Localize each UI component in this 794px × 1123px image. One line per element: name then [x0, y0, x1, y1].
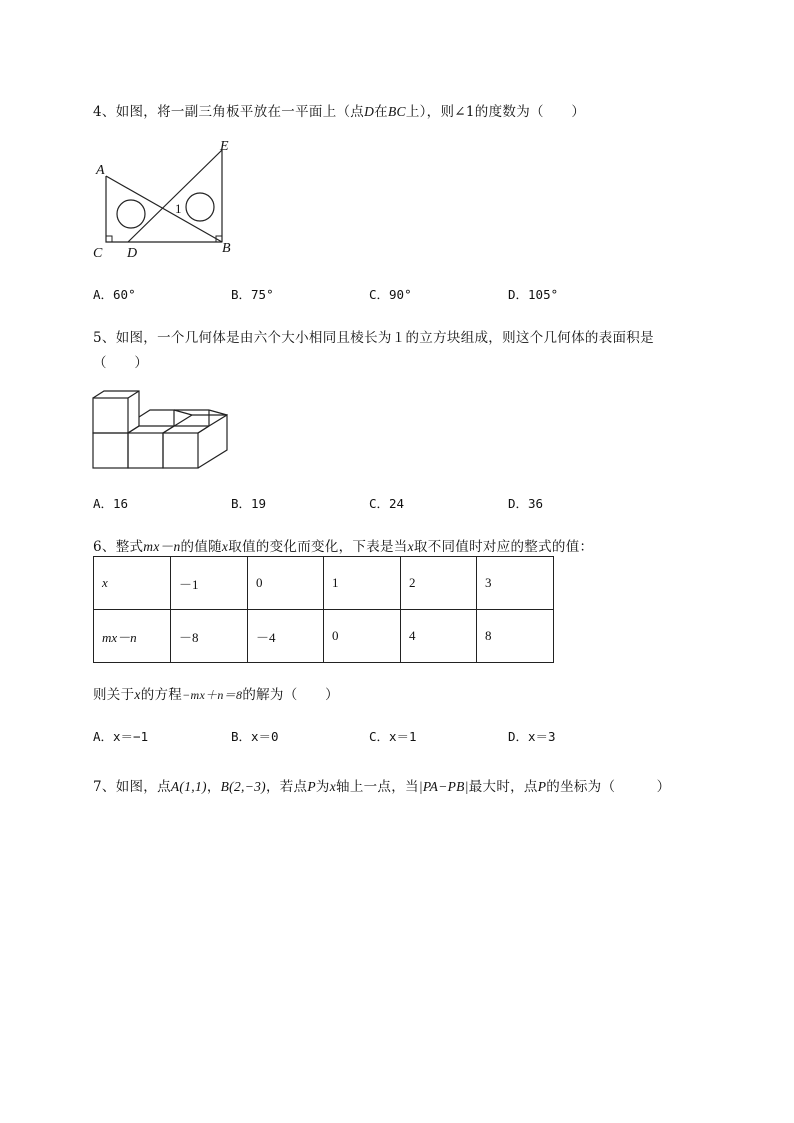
label-angle-1: 1 [175, 201, 182, 216]
table-cell: 3 [477, 557, 554, 610]
q6-option-b[interactable]: B．x＝0 [231, 729, 279, 744]
q4-option-c[interactable]: C．90° [369, 287, 412, 302]
q6-option-a[interactable]: A．x＝−1 [93, 729, 149, 744]
table-cell: －1 [171, 557, 248, 610]
question-6-followup: 则关于x的方程−mx＋n＝8的解为（ ） [93, 687, 339, 703]
cube-solid-figure [90, 390, 232, 470]
label-A: A [96, 163, 105, 178]
table-row [94, 610, 554, 663]
table-cell: 1 [324, 557, 401, 610]
table-cell: －8 [171, 610, 248, 663]
question-7-stem: 7、如图，点A(1,1)，B(2,−3)，若点P为x轴上一点，当|PA−PB|最大时，点P的坐标为（ ） [93, 779, 671, 795]
table-cell: 0 [248, 557, 324, 610]
q5-option-d[interactable]: D．36 [508, 496, 544, 511]
label-C: C [93, 246, 103, 261]
table-row [94, 557, 554, 610]
question-4-stem: 4、如图，将一副三角板平放在一平面上（点D在BC上），则∠1的度数为（ ） [93, 104, 586, 120]
values-table [93, 556, 554, 663]
q5-option-b[interactable]: B．19 [231, 496, 267, 511]
q6-option-c[interactable]: C．x＝1 [369, 729, 417, 744]
table-cell: 2 [401, 557, 477, 610]
table-cell: 8 [477, 610, 554, 663]
question-5-stem-cont: （ ） [93, 355, 149, 371]
label-D: D [127, 246, 138, 261]
q4-option-a[interactable]: A．60° [93, 287, 136, 302]
question-6-stem: 6、整式mx－n的值随x取值的变化而变化，下表是当x取不同值时对应的整式的值： [93, 539, 594, 555]
table-cell: 0 [324, 610, 401, 663]
triangle-set-figure [88, 136, 248, 264]
q4-option-d[interactable]: D．105° [508, 287, 559, 302]
table-cell: －4 [248, 610, 324, 663]
q4-option-b[interactable]: B．75° [231, 287, 274, 302]
table-cell: 4 [401, 610, 477, 663]
table-cell: x [94, 557, 171, 610]
label-E: E [220, 139, 229, 154]
table-cell: mx－n [94, 610, 171, 663]
q6-option-d[interactable]: D．x＝3 [508, 729, 556, 744]
q5-option-a[interactable]: A．16 [93, 496, 129, 511]
q5-option-c[interactable]: C．24 [369, 496, 405, 511]
label-B: B [222, 241, 231, 256]
question-5-stem: 5、如图，一个几何体是由六个大小相同且棱长为１的立方块组成，则这个几何体的表面积是 [93, 330, 654, 346]
